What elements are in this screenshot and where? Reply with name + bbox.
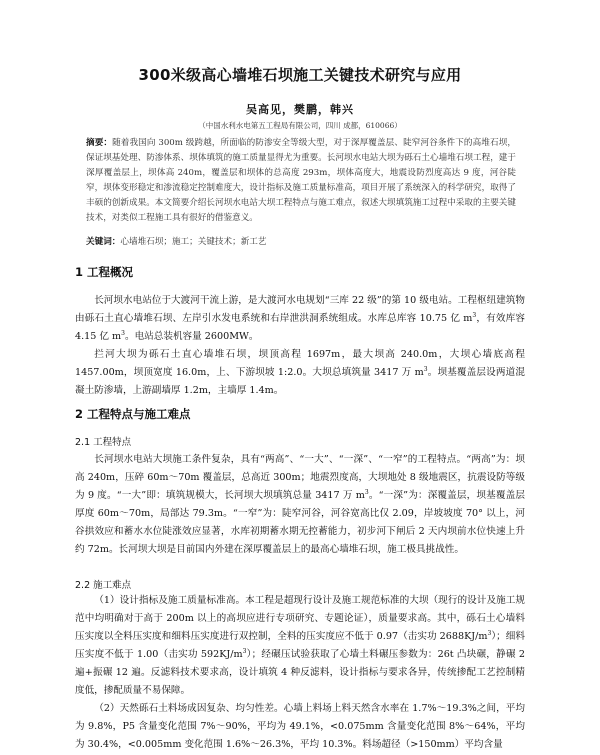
abstract-text: 随着我国向 300m 级跨越，所面临的防渗安全等级大型，对于深厚覆盖层、陡窄河谷条件下的高堆石坝，保证坝基处理、防渗体系、坝体填筑的施工质量显得尤为重要。长河坝水电站大坝为砾石土心墙堆石坝工程，建于深厚覆盖层上，坝体高 240m，覆盖层和坝体的总高度 293m，坝体高度大，地震设防烈度高达 9 度，河谷陡窄，坝体变形稳定和渗流稳定控制难度大，设计指标及施工质量标准高，项目开展了系统深入的科学研究，取得了丰硕的创新成果。本文简要介绍长河坝水电站大坝工程特点与施工难点，叙述大坝填筑施工过程中采取的主要关键技术，对类似工程施工具有很好的借鉴意义。 — [86, 138, 516, 223]
section-1-heading: 1 工程概况 — [75, 265, 134, 279]
s1-p1-sup: 3 — [472, 312, 477, 319]
section-2-1-heading: 2.1 工程特点 — [75, 437, 132, 448]
s21-p1-sup: 3 — [364, 489, 369, 496]
paper-affiliation: （中国水利水电第五工程局有限公司，四川 成都，610066） — [198, 121, 402, 130]
s22-p1-mid: ）；细料压实度不低于 1.00（击实功 592KJ/m — [75, 631, 526, 660]
keywords-block — [86, 235, 516, 247]
abstract-block — [86, 136, 516, 226]
s22-p1-end: ）；经碾压试验获取了心墙土料碾压参数为：26t 凸块碾，静碾 2 遍+振碾 12 遍。反滤料技术要求高，设计填筑 4 种反滤料，设计指标与要求各异，传统掺配工艺控制精度低，掺配质量不易保障。 — [75, 649, 525, 696]
s22-p1-sup2: 3 — [242, 648, 247, 655]
s1-p1-end: 。电站总装机容量 2600MW。 — [124, 331, 259, 342]
s1-p1-tail: ，有效库容 4.15 亿 m — [75, 313, 525, 342]
paper-authors: 吴高见，樊鹏，韩兴 — [246, 103, 354, 116]
keywords-label: 关键词： — [86, 237, 121, 247]
s1-p1-text: 长河坝水电站位于大渡河干流上游，是大渡河水电规划“三库 22 级”的第 10 级电站。工程枢纽建筑物由砾石土直心墙堆石坝、左岸引水发电系统和右岸泄洪洞系统组成。水库总库容 10.75 亿 m — [75, 295, 525, 324]
paper-title: 300米级高心墙堆石坝施工关键技术研究与应用 — [138, 66, 462, 84]
section-2-2-heading: 2.2 施工难点 — [75, 580, 132, 591]
s1-p2-sup: 3 — [423, 366, 428, 373]
section-1-paragraph-2 — [75, 346, 525, 400]
s22-p1-sup: 3 — [487, 630, 492, 637]
section-2-2-paragraph-2: （2）天然砾石土料场成因复杂、均匀性差。心墙上料场上料天然含水率在 1.7%～19.3%之间，平均为 9.8%，P5 含量变化范围 7%～90%，平均为 49.1%，<0.075mm 含量变化范围 8%～64%，平均为 30.4%，<0.005mm 变化范围 1.6%～26.3%，平均 10.3%。料场超径（>150mm）平均含量 — [75, 703, 525, 750]
s1-p2-text: 拦河大坝为砾石土直心墙堆石坝，坝顶高程 1697m，最大坝高 240.0m，大坝心墙底高程 1457.00m，坝顶宽度 16.0m，上、下游坝坡 1:2.0。大坝总填筑量 3417 万 m — [75, 349, 525, 378]
s1-p2-end: 。坝基覆盖层设两道混凝土防渗墙，上游副墙厚 1.2m，主墙厚 1.4m。 — [75, 367, 526, 396]
section-2-2-paragraph-1 — [75, 592, 525, 700]
s21-p1-end: 。“一深”为：深覆盖层，坝基覆盖层厚度 60m～70m，局部达 79.3m。“一窄”为：陡窄河谷，河谷宽高比仅 2.09，岸坡坡度 70° 以上，河谷拱效应和蓄水水位陡涨效应显著，水库初期蓄水期无控蓄能力，初步河下闸后 2 天内坝前水位快速上升约 72m。长河坝大坝是目前国内外建在深厚覆盖层上的最高心墙堆石坝，施工极具挑战性。 — [75, 490, 525, 555]
keywords-text: 心墙堆石坝；施工；关键技术；新工艺 — [120, 237, 267, 247]
abstract-label: 摘要： — [86, 138, 113, 148]
s1-p1-sup2: 3 — [121, 330, 125, 337]
section-2-1-paragraph — [75, 451, 525, 559]
section-1-paragraph-1 — [75, 292, 525, 346]
s21-p1-text: 长河坝水电站大坝施工条件复杂，具有“两高”、“一大”、“一深”、“一窄”的工程特点。“两高”为：坝高 240m，压碎 60m～70m 覆盖层，总高近 300m；地震烈度高，大坝地处 8 级地震区，抗震设防等级为 9 度。“一大”即：填筑规模大，长河坝大坝填筑总量 3417 万 m — [75, 454, 525, 501]
s22-p1-text: （1）设计指标及施工质量标准高。本工程是超现行设计及施工规范标准的大坝（现行的设计及施工规范中均明确对于高于 200m 以上的高坝应进行专项研究、专题论证），质量要求高。其中，砾石土心墙料压实度以全料压实度和细料压实度进行双控制，全料的压实度应不低于 0.97（击实功 2688KJ/m — [75, 595, 525, 642]
section-2-heading: 2 工程特点与施工难点 — [75, 407, 191, 421]
